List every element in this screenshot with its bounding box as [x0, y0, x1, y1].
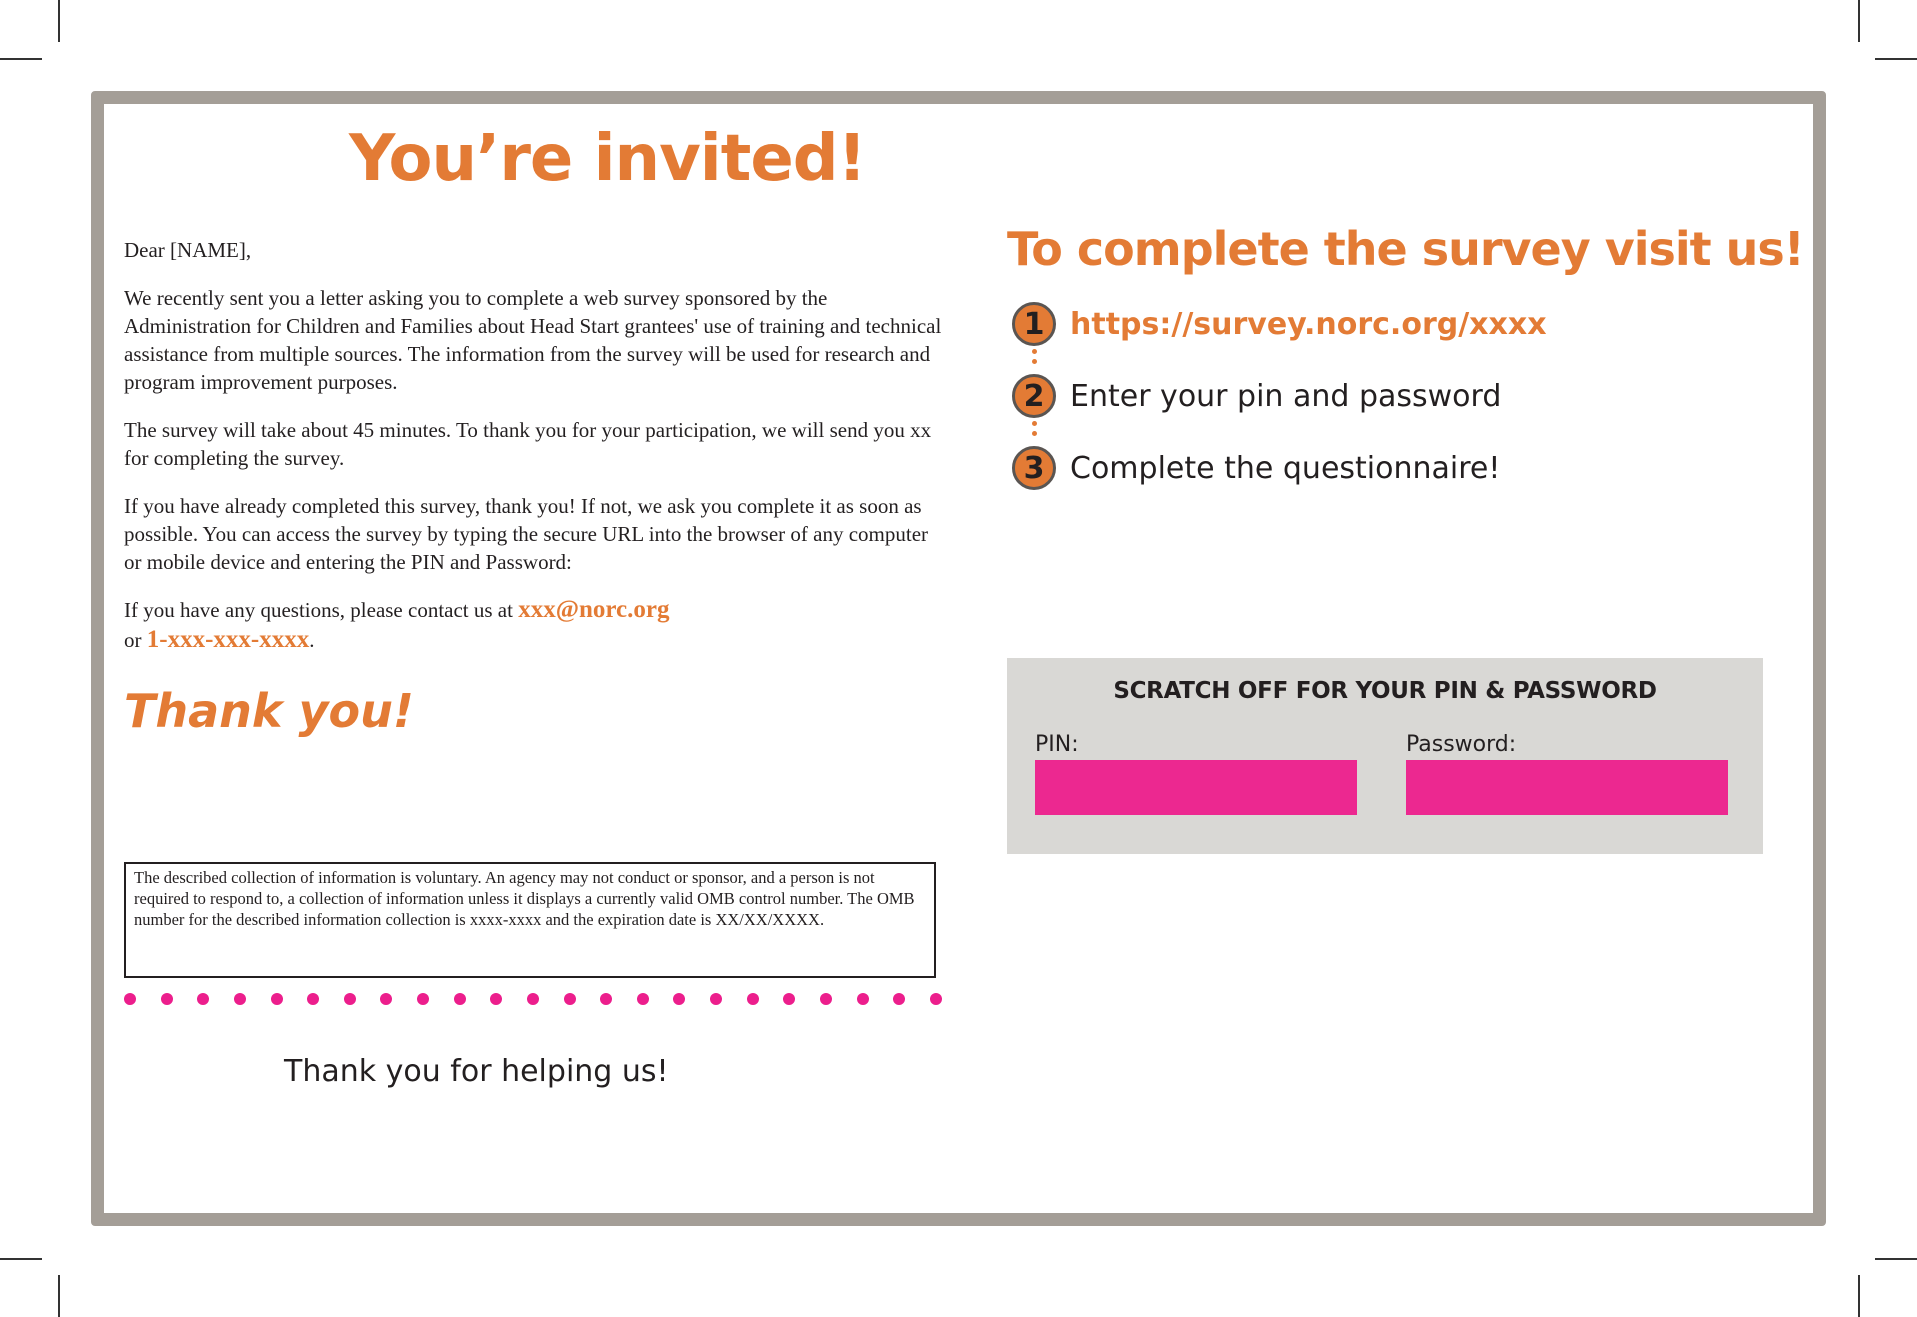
divider-dot: [234, 993, 246, 1005]
thank-you-heading: Thank you!: [124, 684, 414, 738]
divider-dot: [637, 993, 649, 1005]
step-connector-dot: [1032, 431, 1037, 436]
crop-mark: [1875, 1258, 1917, 1260]
step-connector-dot: [1032, 359, 1037, 364]
pin-label: PIN:: [1035, 732, 1079, 757]
contact-line: [124, 626, 944, 654]
contact-phone-link[interactable]: 1-xxx-xxx-xxxx: [146, 626, 310, 653]
password-label: Password:: [1406, 732, 1517, 757]
divider-dot: [271, 993, 283, 1005]
crop-mark: [1875, 58, 1917, 60]
password-scratch-area[interactable]: [1406, 760, 1728, 815]
crop-mark: [58, 0, 60, 42]
divider-dot: [124, 993, 136, 1005]
survey-url-link[interactable]: https://survey.norc.org/xxxx: [1070, 306, 1547, 342]
crop-mark: [1858, 1275, 1860, 1317]
contact-or: or: [124, 628, 147, 652]
postcard: [91, 91, 1826, 1226]
divider-dot: [454, 993, 466, 1005]
divider-dot: [564, 993, 576, 1005]
divider-dot: [600, 993, 612, 1005]
step-number-badge: 3: [1012, 446, 1056, 490]
divider-dot: [783, 993, 795, 1005]
crop-mark: [58, 1275, 60, 1317]
step-connector-dot: [1032, 349, 1037, 354]
divider-dot: [527, 993, 539, 1005]
salutation: Dear [NAME],: [124, 238, 252, 262]
step-number-badge: 1: [1012, 302, 1056, 346]
divider-dot: [380, 993, 392, 1005]
contact-email-link[interactable]: xxx@norc.org: [518, 596, 670, 623]
divider-dot: [417, 993, 429, 1005]
step-number-badge: 2: [1012, 374, 1056, 418]
omb-notice: The described collection of information is voluntary. An agency may not conduct or sponsor, and a person is not required to respond to, a collection of information unless it displays a currently valid OMB control number. The OMB number for the described information collection is xxxx-xxxx and the expiration date is XX/XX/XXXX.: [124, 862, 936, 978]
contact-prefix: If you have any questions, please contact us at: [124, 598, 519, 622]
divider-dot: [747, 993, 759, 1005]
divider-dot: [197, 993, 209, 1005]
divider-dot: [930, 993, 942, 1005]
contact-line: [124, 596, 944, 624]
divider-dot: [857, 993, 869, 1005]
pin-scratch-area[interactable]: [1035, 760, 1357, 815]
divider-dot: [820, 993, 832, 1005]
scratch-off-panel: [1007, 658, 1763, 854]
instructions-heading: To complete the survey visit us!: [1007, 222, 1804, 276]
step-1: [1012, 302, 1547, 346]
divider-dot: [673, 993, 685, 1005]
crop-mark: [1858, 0, 1860, 42]
letter-body: [124, 236, 944, 654]
divider-dot: [710, 993, 722, 1005]
step-text: Complete the questionnaire!: [1070, 450, 1501, 486]
divider-dot: [307, 993, 319, 1005]
scratch-off-title: SCRATCH OFF FOR YOUR PIN & PASSWORD: [1113, 678, 1657, 704]
letter-paragraph: If you have already completed this survey, thank you! If not, we ask you complete it as soon as possible. You can access the survey by typing the secure URL into the browser of any computer or mobile device and entering the PIN and Password:: [124, 494, 929, 574]
step-connector-dot: [1032, 421, 1037, 426]
crop-mark: [0, 1258, 42, 1260]
divider-dot: [490, 993, 502, 1005]
step-2: [1012, 374, 1501, 418]
divider-dot: [161, 993, 173, 1005]
divider-dot: [893, 993, 905, 1005]
letter-paragraph: We recently sent you a letter asking you to complete a web survey sponsored by the Administration for Children and Families about Head Start grantees' use of training and technical assistance from multiple sources. The information from the survey will be used for research and program improvement purposes.: [124, 286, 942, 394]
divider-dot: [344, 993, 356, 1005]
dotted-divider: [124, 992, 942, 1006]
step-text: Enter your pin and password: [1070, 378, 1502, 414]
crop-mark: [0, 58, 42, 60]
step-3: [1012, 446, 1500, 490]
contact-end: .: [309, 628, 315, 652]
letter-paragraph: The survey will take about 45 minutes. To thank you for your participation, we will send you xx for completing the survey.: [124, 418, 932, 470]
invitation-title: You’re invited!: [349, 122, 866, 196]
footer-message: Thank you for helping us!: [284, 1054, 669, 1089]
